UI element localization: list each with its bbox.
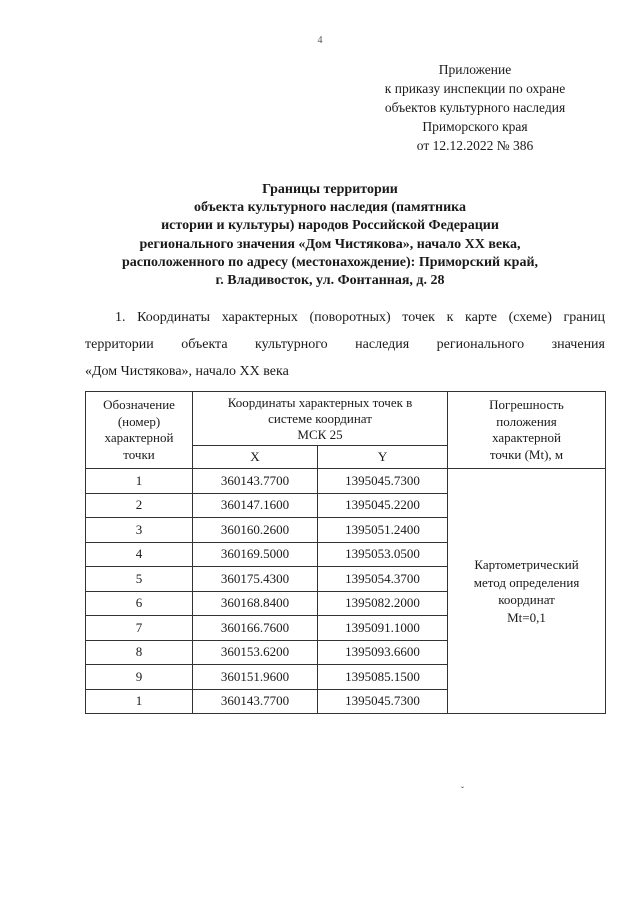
paragraph-line: «Дом Чистякова», начало XX века bbox=[85, 364, 289, 379]
header-x-cell: X bbox=[193, 446, 318, 469]
x-cell: 360147.1600 bbox=[193, 493, 318, 518]
appendix-line: Приложение bbox=[438, 62, 512, 77]
header-error-cell bbox=[448, 392, 606, 469]
header-error-line: точки (Mt), м bbox=[489, 446, 564, 462]
point-cell: 1 bbox=[86, 469, 193, 494]
appendix-line: от 12.12.2022 № 386 bbox=[416, 138, 534, 153]
y-cell: 1395054.3700 bbox=[318, 567, 448, 592]
appendix-line: к приказу инспекции по охране bbox=[384, 81, 566, 96]
header-error-line: характерной bbox=[492, 430, 561, 445]
header-coords-cell bbox=[193, 392, 448, 446]
x-cell: 360160.2600 bbox=[193, 518, 318, 543]
y-cell: 1395053.0500 bbox=[318, 542, 448, 567]
document-title bbox=[60, 181, 600, 290]
header-y-cell: Y bbox=[318, 446, 448, 469]
header-coords-line: системе координат bbox=[268, 410, 372, 426]
title-line: Границы территории bbox=[262, 182, 398, 197]
x-cell: 360175.4300 bbox=[193, 567, 318, 592]
coordinates-table bbox=[85, 391, 606, 714]
x-cell: 360166.7600 bbox=[193, 616, 318, 641]
header-coords-line: МСК 25 bbox=[297, 426, 343, 442]
title-line: истории и культуры) народов Российской Федерации bbox=[161, 218, 499, 234]
x-cell: 360153.6200 bbox=[193, 640, 318, 665]
point-cell: 1 bbox=[86, 689, 193, 714]
method-cell bbox=[448, 469, 606, 714]
header-point-line: Обозначение bbox=[103, 397, 175, 412]
y-cell: 1395093.6600 bbox=[318, 640, 448, 665]
header-point-line: точки bbox=[123, 446, 155, 462]
point-cell: 3 bbox=[86, 518, 193, 543]
header-coords-line: Координаты характерных точек в bbox=[227, 394, 413, 410]
appendix-line: Приморского края bbox=[422, 119, 528, 134]
scan-mark: ˇ bbox=[461, 785, 464, 795]
x-cell: 360143.7700 bbox=[193, 469, 318, 494]
title-line: регионального значения «Дом Чистякова», начало XX века, bbox=[139, 236, 521, 252]
header-point-line: (номер) bbox=[117, 413, 161, 429]
title-line: г. Владивосток, ул. Фонтанная, д. 28 bbox=[215, 273, 445, 289]
y-cell: 1395091.1000 bbox=[318, 616, 448, 641]
body-paragraph bbox=[85, 304, 605, 385]
method-line: Mt=0,1 bbox=[507, 609, 546, 625]
x-cell: 360151.9600 bbox=[193, 665, 318, 690]
method-line: Картометрический bbox=[474, 557, 579, 572]
y-cell: 1395045.7300 bbox=[318, 469, 448, 494]
method-line: координат bbox=[498, 592, 555, 607]
header-point-line: характерной bbox=[104, 430, 174, 445]
point-cell: 5 bbox=[86, 567, 193, 592]
x-cell: 360168.8400 bbox=[193, 591, 318, 616]
y-cell: 1395045.2200 bbox=[318, 493, 448, 518]
header-error-line: Погрешность bbox=[489, 397, 564, 412]
point-cell: 9 bbox=[86, 665, 193, 690]
table-row bbox=[86, 469, 606, 494]
x-cell: 360169.5000 bbox=[193, 542, 318, 567]
page-number: 4 bbox=[317, 35, 323, 46]
paragraph-line: территории объекта культурного наследия регионального значения bbox=[85, 337, 605, 352]
method-line: метод определения bbox=[473, 574, 580, 590]
y-cell: 1395051.2400 bbox=[318, 518, 448, 543]
point-cell: 4 bbox=[86, 542, 193, 567]
header-point-cell bbox=[86, 392, 193, 469]
point-cell: 2 bbox=[86, 493, 193, 518]
y-cell: 1395045.7300 bbox=[318, 689, 448, 714]
title-line: объекта культурного наследия (памятника bbox=[193, 200, 467, 216]
point-cell: 6 bbox=[86, 591, 193, 616]
appendix-block bbox=[360, 60, 590, 155]
title-line: расположенного по адресу (местонахождение): Приморский край, bbox=[121, 254, 539, 270]
y-cell: 1395085.1500 bbox=[318, 665, 448, 690]
appendix-line: объектов культурного наследия bbox=[384, 100, 566, 115]
x-cell: 360143.7700 bbox=[193, 689, 318, 714]
y-cell: 1395082.2000 bbox=[318, 591, 448, 616]
header-error-line: положения bbox=[496, 413, 557, 429]
point-cell: 7 bbox=[86, 616, 193, 641]
point-cell: 8 bbox=[86, 640, 193, 665]
paragraph-line: 1. Координаты характерных (поворотных) точек к карте (схеме) границ bbox=[115, 310, 605, 325]
